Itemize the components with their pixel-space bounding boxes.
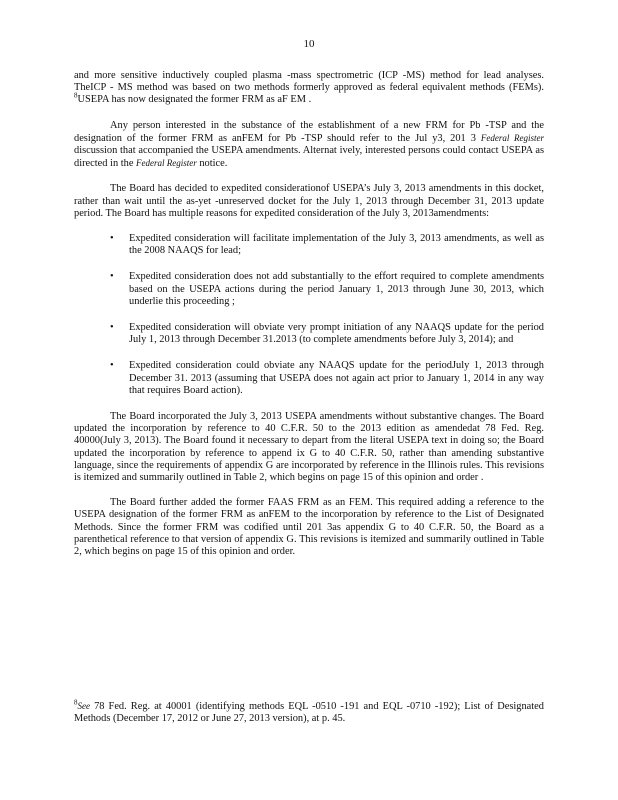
footnote: [74, 700, 544, 725]
footnote-italic: See: [77, 701, 90, 711]
paragraph-4: The Board incorporated the July 3, 2013 USEPA amendments without substantive changes. The Board updated the incorporation by reference to 40 C.F.R. 50 to the 2013 edition as amendedat 78 Fed. Reg. 40000(July 3, 2013). The Board found it necessary to depart from the literal USEPA text in doing so; the Board updated the incorporation by reference to append ix G to 40 C.F.R. 50, rather than amending substantive language, since the requirements of appendix G are incorporated by reference in the Illinois rules. This revisions is itemized and summarily outlined in Table 2, which begins on page 15 of this opinion and order .: [74, 411, 544, 484]
list-item: [110, 271, 544, 308]
bullet-icon: •: [110, 360, 114, 372]
list-item-text: Expedited consideration will obviate very prompt initiation of any NAAQS update for the period July 1, 2013 through December 31.2013 (to complete amendments before July 3, 2014); and: [129, 322, 544, 346]
footnote-text: 78 Fed. Reg. at 40001 (identifying methods EQL -0510 -191 and EQL -0710 -192); List of Designated Methods (December 17, 2012 or June 27, 2013 version), at p. 45.: [74, 701, 544, 725]
list-item-text: Expedited consideration will facilitate implementation of the July 3, 2013 amendments, as well as the 2008 NAAQS for lead;: [129, 233, 544, 257]
paragraph-2-text-a: Any person interested in the substance of the establishment of a new FRM for Pb -TSP and the designation of the former FRM as anFEM for Pb -TSP should refer to the Jul y3, 201 3: [74, 119, 544, 144]
paragraph-2-italic-a: Federal Register: [480, 132, 544, 143]
body-text: [74, 70, 544, 558]
list-item: [110, 322, 544, 346]
paragraph-2-italic-b: Federal Register: [136, 158, 197, 169]
reasons-list: [110, 233, 544, 397]
list-item: [110, 233, 544, 257]
footnote-mark: 8: [74, 698, 78, 707]
page-number: 10: [303, 38, 315, 50]
paragraph-3: The Board has decided to expedited considerationof USEPA’s July 3, 2013 amendments in this docket, rather than wait until the as-yet -unreserved docket for the July 1, 2013 through December 31, 2013 update period. The Board has multiple reasons for expedited consideration of the July 3, 2013amendments:: [74, 183, 544, 219]
paragraph-2: [74, 120, 544, 171]
paragraph-2-text-c: notice.: [196, 158, 228, 170]
paragraph-1: [74, 70, 544, 107]
bullet-icon: •: [110, 233, 114, 245]
list-item-text: Expedited consideration could obviate any NAAQS update for the periodJuly 1, 2013 through December 31. 2013 (assuming that USEPA does not again act prior to January 1, 2014 in any way that requires Board action).: [129, 360, 544, 396]
paragraph-2-text-b: discussion that accompanied the USEPA amendments. Alternat ively, interested persons could contact USEPA as directed in the: [74, 145, 544, 170]
paragraph-1-text-a: and more sensitive inductively coupled plasma -mass spectrometric (ICP -MS) method for lead analyses. TheICP - MS method was based on two methods formerly approved as federal equivalent methods (FEMs).: [74, 70, 544, 94]
list-item: [110, 360, 544, 397]
bullet-icon: •: [110, 271, 114, 283]
footnote-reference: 8: [74, 91, 78, 100]
bullet-icon: •: [110, 322, 114, 334]
list-item-text: Expedited consideration does not add substantially to the effort required to complete amendments based on the USEPA actions during the period January 1, 2013 through June 30, 2013, which underlie this proceeding ;: [129, 271, 544, 307]
paragraph-1-text-b: USEPA has now designated the former FRM as aF EM .: [77, 94, 312, 106]
paragraph-5: The Board further added the former FAAS FRM as an FEM. This required adding a reference to the USEPA designation of the former FRM as anFEM to the incorporation by reference to the List of Designated Methods. Since the former FRM was codified until 201 3as appendix G to 40 C.F.R. 50, the Board as a parenthetical reference to that version of appendix G. This revisions is itemized and summarily outlined in Table 2, which begins on page 15 of this opinion and order.: [74, 497, 544, 558]
